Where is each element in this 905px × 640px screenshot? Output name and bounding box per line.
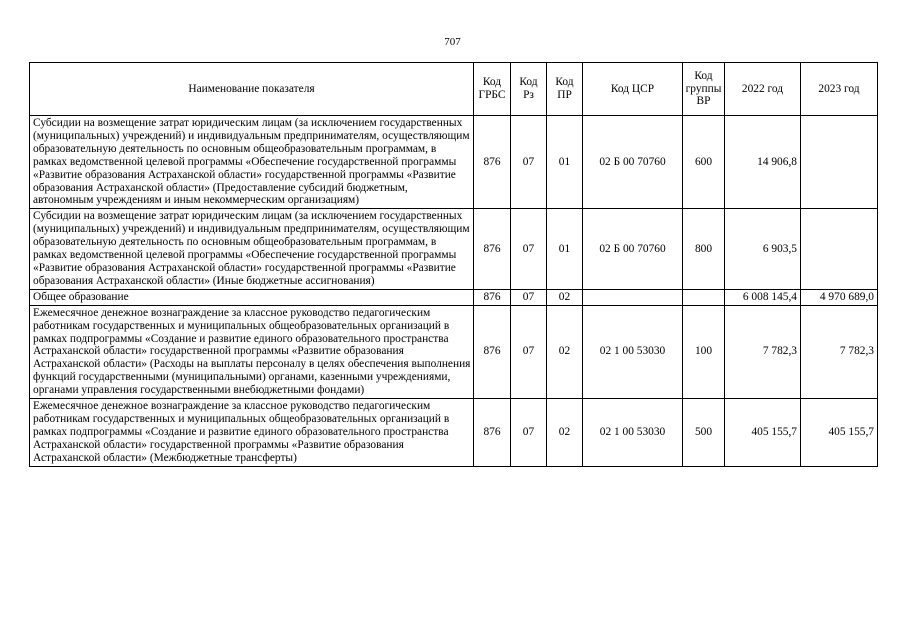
row-2023: 7 782,3 bbox=[801, 305, 878, 398]
row-csr: 02 1 00 53030 bbox=[583, 305, 683, 398]
row-name: Субсидии на возмещение затрат юридическим лицам (за исключением государственных (муниципальных) учреждений) и индивидуальным предпринимателям, осуществляющим образовательную деятельность по основным общеобразовательным программам, в рамках ведомственной целевой программы «Обеспечение государственной программы «Развитие образования Астраханской области» государственной программы «Развитие образования Астраханской области» (Иные бюджетные ассигнования) bbox=[30, 209, 474, 289]
row-rz: 07 bbox=[511, 116, 547, 209]
row-grbs: 876 bbox=[474, 209, 511, 289]
row-rz: 07 bbox=[511, 399, 547, 467]
row-vr: 600 bbox=[683, 116, 725, 209]
table-row bbox=[30, 399, 878, 467]
header-2022: 2022 год bbox=[725, 63, 801, 116]
row-name: Общее образование bbox=[30, 289, 474, 305]
row-vr bbox=[683, 289, 725, 305]
row-2022: 14 906,8 bbox=[725, 116, 801, 209]
row-vr: 500 bbox=[683, 399, 725, 467]
header-2023: 2023 год bbox=[801, 63, 878, 116]
table-row bbox=[30, 305, 878, 398]
row-name: Ежемесячное денежное вознаграждение за классное руководство педагогическим работникам государственных и муниципальных общеобразовательных организаций в рамках подпрограммы «Создание и развитие единого образовательного пространства Астраханской области» государственной программы «Развитие образования Астраханской области» (Расходы на выплаты персоналу в целях обеспечения выполнения функций государственными (муниципальными) органами, казенными учреждениями, органами управления государственными внебюджетными фондами) bbox=[30, 305, 474, 398]
header-pr: Код ПР bbox=[547, 63, 583, 116]
header-grbs: Код ГРБС bbox=[474, 63, 511, 116]
row-2023: 4 970 689,0 bbox=[801, 289, 878, 305]
row-pr: 02 bbox=[547, 289, 583, 305]
row-name: Субсидии на возмещение затрат юридическим лицам (за исключением государственных (муниципальных) учреждений) и индивидуальным предпринимателям, осуществляющим образовательную деятельность по основным общеобразовательным программам, в рамках ведомственной целевой программы «Обеспечение государственной программы «Развитие образования Астраханской области» государственной программы «Развитие образования Астраханской области» (Предоставление субсидий бюджетным, автономным учреждениям и иным некоммерческим организациям) bbox=[30, 116, 474, 209]
table-row bbox=[30, 209, 878, 289]
header-name: Наименование показателя bbox=[30, 63, 474, 116]
row-csr bbox=[583, 289, 683, 305]
header-csr: Код ЦСР bbox=[583, 63, 683, 116]
row-2022: 6 903,5 bbox=[725, 209, 801, 289]
budget-table bbox=[29, 62, 878, 467]
table-row bbox=[30, 289, 878, 305]
row-pr: 01 bbox=[547, 209, 583, 289]
row-2023: 405 155,7 bbox=[801, 399, 878, 467]
row-pr: 01 bbox=[547, 116, 583, 209]
row-grbs: 876 bbox=[474, 116, 511, 209]
row-csr: 02 Б 00 70760 bbox=[583, 116, 683, 209]
row-grbs: 876 bbox=[474, 289, 511, 305]
row-vr: 800 bbox=[683, 209, 725, 289]
page-number: 707 bbox=[444, 36, 461, 48]
header-vr: Код группы ВР bbox=[683, 63, 725, 116]
row-vr: 100 bbox=[683, 305, 725, 398]
row-rz: 07 bbox=[511, 209, 547, 289]
table-header-row bbox=[30, 63, 878, 116]
row-csr: 02 Б 00 70760 bbox=[583, 209, 683, 289]
row-grbs: 876 bbox=[474, 399, 511, 467]
row-grbs: 876 bbox=[474, 305, 511, 398]
row-pr: 02 bbox=[547, 399, 583, 467]
row-2022: 6 008 145,4 bbox=[725, 289, 801, 305]
row-rz: 07 bbox=[511, 305, 547, 398]
table-row bbox=[30, 116, 878, 209]
row-rz: 07 bbox=[511, 289, 547, 305]
row-2022: 7 782,3 bbox=[725, 305, 801, 398]
row-pr: 02 bbox=[547, 305, 583, 398]
row-csr: 02 1 00 53030 bbox=[583, 399, 683, 467]
row-2022: 405 155,7 bbox=[725, 399, 801, 467]
row-name: Ежемесячное денежное вознаграждение за классное руководство педагогическим работникам государственных и муниципальных общеобразовательных организаций в рамках подпрограммы «Создание и развитие единого образовательного пространства Астраханской области» государственной программы «Развитие образования Астраханской области» (Межбюджетные трансферты) bbox=[30, 399, 474, 467]
header-rz: Код Рз bbox=[511, 63, 547, 116]
row-2023 bbox=[801, 116, 878, 209]
row-2023 bbox=[801, 209, 878, 289]
